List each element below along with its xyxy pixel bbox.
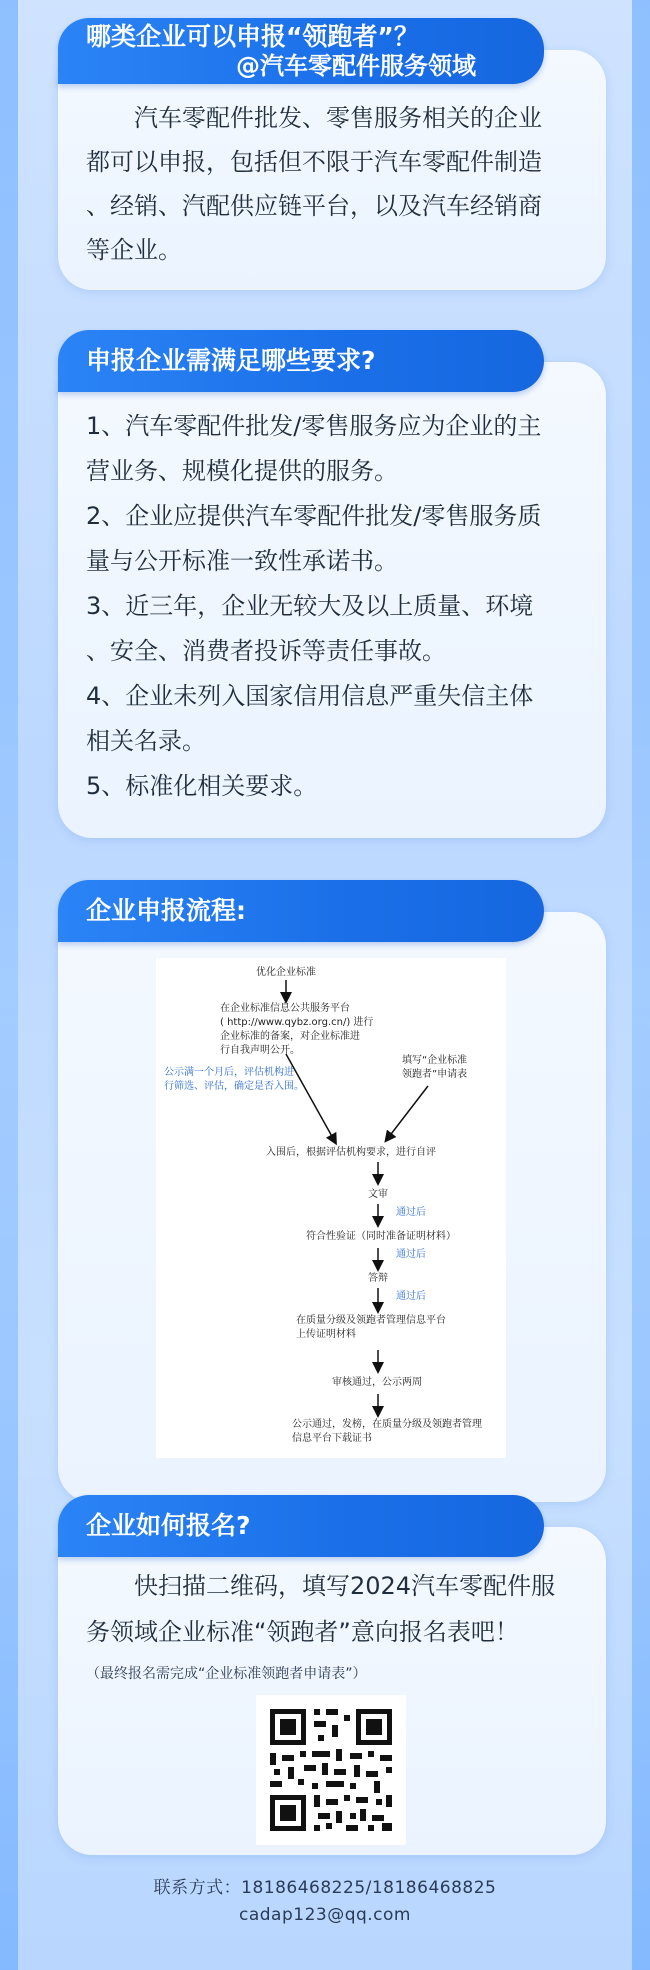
who-body xyxy=(86,96,576,272)
flow-fill-form-line: 领跑者”申请表 xyxy=(402,1069,468,1080)
flow-step-certificate xyxy=(292,1418,482,1446)
signup-title: 企业如何报名? xyxy=(86,1511,251,1540)
requirement-line: 量与公开标准一致性承诺书。 xyxy=(86,547,398,575)
requirement-line: 2、企业应提供汽车零配件批发/零售服务质 xyxy=(86,502,542,530)
requirements-card xyxy=(58,362,606,838)
signup-title-tab xyxy=(58,1495,544,1557)
signup-line: 快扫描二维码，填写2024汽车零配件服 xyxy=(134,1572,556,1600)
requirement-line: 营业务、规模化提供的服务。 xyxy=(86,457,398,485)
flow-step-publish-line: 在企业标准信息公共服务平台 xyxy=(220,1003,350,1014)
who-body-line: 都可以申报，包括但不限于汽车零配件制造 xyxy=(86,148,542,176)
flow-step-upload-line: 在质量分级及领跑者管理信息平台 xyxy=(296,1315,446,1326)
who-card xyxy=(58,50,606,290)
flow-step-defense: 答辩 xyxy=(368,1273,388,1284)
signup-line: 务领域企业标准“领跑者”意向报名表吧！ xyxy=(86,1618,519,1646)
signup-card xyxy=(58,1527,606,1855)
who-body-line: 等企业。 xyxy=(86,236,182,264)
flow-pass-label: 通过后 xyxy=(396,1249,426,1260)
flow-step-publish-line: 行自我声明公开。 xyxy=(220,1045,300,1056)
flow-side-note-line: 行筛选、评估，确定是否入围。 xyxy=(164,1081,304,1092)
flow-step-certificate-line: 公示通过，发榜，在质量分级及领跑者管理 xyxy=(292,1419,482,1430)
flow-pass-label: 通过后 xyxy=(396,1207,426,1218)
flow-fill-form xyxy=(402,1054,467,1082)
flow-step-publish xyxy=(220,1002,373,1058)
signup-body xyxy=(86,1563,576,1655)
contact-email[interactable]: cadap123@qq.com xyxy=(238,1905,411,1925)
who-body-line: 、经销、汽配供应链平台，以及汽车经销商 xyxy=(86,192,542,220)
signup-note: （最终报名需完成“企业标准领跑者申请表”） xyxy=(86,1666,367,1682)
section-process xyxy=(58,880,606,1500)
flow-step-upload-line: 上传证明材料 xyxy=(296,1329,356,1340)
who-subtitle: @汽车零配件服务领域 xyxy=(236,52,476,80)
contact-phone: 联系方式：18186468225/18186468825 xyxy=(153,1878,497,1898)
flow-step-upload xyxy=(296,1314,446,1342)
requirement-line: 、安全、消费者投诉等责任事故。 xyxy=(86,637,446,665)
process-flowchart xyxy=(156,958,506,1458)
who-title-tab xyxy=(58,18,544,84)
section-signup xyxy=(58,1495,606,1855)
flow-arrow xyxy=(388,1086,428,1138)
flow-pass-label: 通过后 xyxy=(396,1291,426,1302)
requirement-line: 相关名录。 xyxy=(86,727,206,755)
flow-step-review: 文审 xyxy=(368,1189,388,1200)
qr-code-icon xyxy=(256,1695,406,1845)
flow-step-self-eval: 入围后，根据评估机构要求，进行自评 xyxy=(266,1147,436,1158)
requirements-title-tab xyxy=(58,330,544,392)
flow-step-publish-line: 企业标准的备案，对企业标准进 xyxy=(220,1031,360,1042)
requirement-line: 1、汽车零配件批发/零售服务应为企业的主 xyxy=(86,412,542,440)
flow-side-note xyxy=(164,1066,304,1094)
process-title-tab xyxy=(58,880,544,942)
left-frame xyxy=(0,0,18,1970)
process-title: 企业申报流程: xyxy=(86,896,246,925)
requirement-line: 4、企业未列入国家信用信息严重失信主体 xyxy=(86,682,534,710)
requirements-list xyxy=(86,404,576,809)
requirement-line: 5、标准化相关要求。 xyxy=(86,772,318,800)
requirement-line: 3、近三年，企业无较大及以上质量、环境 xyxy=(86,592,534,620)
qr-code[interactable] xyxy=(256,1695,406,1845)
flow-fill-form-line: 填写“企业标准 xyxy=(402,1055,468,1066)
who-title: 哪类企业可以申报“领跑者”？ xyxy=(86,22,419,51)
flow-step-publish-line: ( http://www.qybz.org.cn/) 进行 xyxy=(220,1017,374,1028)
who-body-line: 汽车零配件批发、零售服务相关的企业 xyxy=(134,104,542,132)
section-requirements xyxy=(58,330,606,850)
flow-step-approve: 审核通过，公示两周 xyxy=(332,1377,422,1388)
process-card xyxy=(58,912,606,1502)
right-frame xyxy=(632,0,650,1970)
requirements-title: 申报企业需满足哪些要求? xyxy=(86,346,376,375)
flow-side-note-line: 公示满一个月后，评估机构进 xyxy=(164,1067,294,1078)
section-who-can-apply xyxy=(58,18,606,288)
flow-step-certificate-line: 信息平台下载证书 xyxy=(292,1433,372,1444)
flow-step-optimize: 优化企业标准 xyxy=(256,967,316,978)
flow-step-verify: 符合性验证（同时准备证明材料） xyxy=(306,1231,456,1242)
